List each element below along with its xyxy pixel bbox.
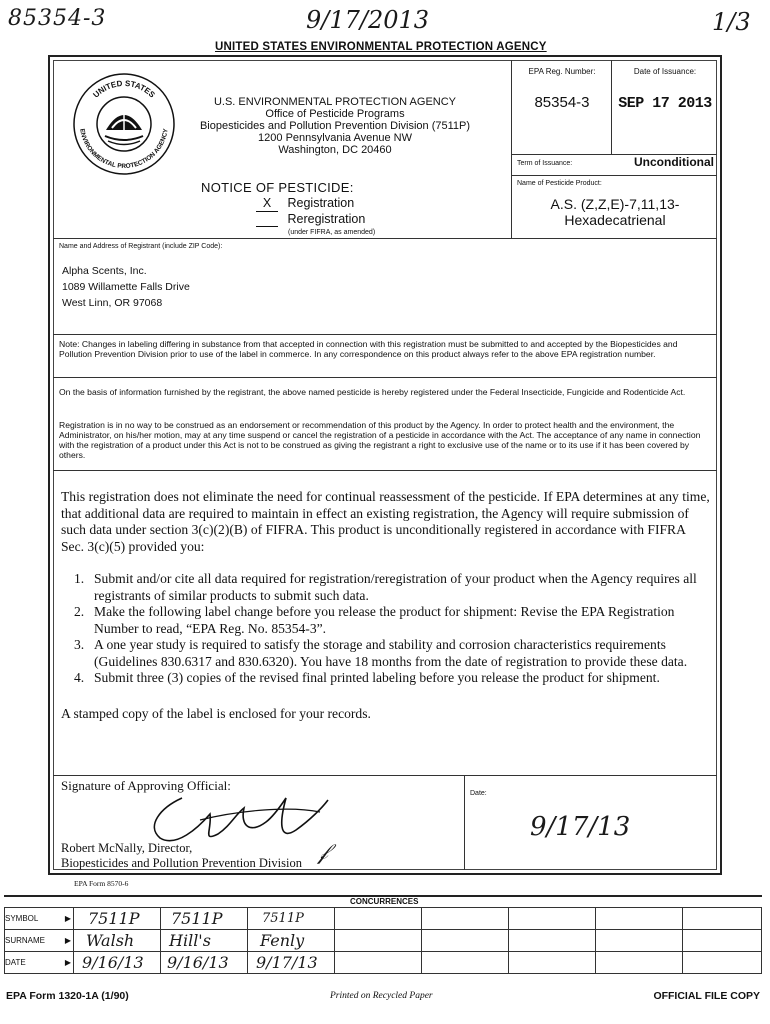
registrant-label: Name and Address of Registrant (include ZIP Code): (59, 243, 223, 250)
form-inner-frame (53, 60, 717, 870)
reassessment-paragraph: This registration does not eliminate the need for continual reassessment of the pesticide. If EPA determines at any time, that additional data are required to maintain in effect an existing registration, the Agency will require submission of such data under section 3(c)(2)(B) of FIFRA. This product is unconditionally registered in accordance with FIFRA Sec. 3(c)(5) provided you: (61, 489, 710, 554)
concurrences-title: CONCURRENCES (350, 897, 419, 906)
footer-recycled: Printed on Recycled Paper (330, 991, 433, 1001)
official-name: Robert McNally, Director, (61, 841, 193, 855)
date-cell: 9/17/13 (256, 953, 318, 972)
condition-item: 4. Submit three (3) copies of the revised final printed labeling before you release the product for shipment. (74, 670, 660, 685)
condition-item: 3. A one year study is required to satisfy the storage and stability and corrosion characteristics requirements (Guidelines 830.6317 and 830.6320). You have 18 months from the date of registration to provide these data. (74, 637, 688, 669)
seal-text-bottom: ENVIRONMENTAL PROTECTION AGENCY (78, 128, 170, 171)
concurrences-table (4, 907, 762, 974)
agency-name: U.S. ENVIRONMENTAL PROTECTION AGENCY (213, 96, 457, 108)
handwritten-date-annotation: 9/17/2013 (306, 6, 430, 34)
registrant-name: Alpha Scents, Inc. (62, 265, 147, 277)
form-header: UNITED STATES ENVIRONMENTAL PROTECTION AGENCY (215, 41, 547, 53)
registration-label: Registration (287, 196, 355, 210)
signature-label: Signature of Approving Official: (61, 778, 231, 793)
under-fifra-note: (under FIFRA, as amended) (288, 229, 376, 236)
arrow-right-icon: ▶ (64, 958, 71, 967)
arrow-right-icon: ▶ (64, 936, 71, 945)
condition-item: 2. Make the following label change before you release the product for shipment: Revise the EPA Registration Number to read, “EPA Reg. No. 85354-3”. (74, 604, 675, 636)
date-cell: 9/16/13 (167, 953, 229, 972)
registrant-city: West Linn, OR 97068 (62, 297, 163, 309)
initials-mark: 𝒻 (318, 840, 328, 865)
registration-checkmark: X (256, 196, 278, 212)
svg-text:ENVIRONMENTAL PROTECTION AGENC (78, 127, 170, 170)
agency-street: 1200 Pennsylvania Avenue NW (258, 132, 412, 144)
surname-cell: Hill's (169, 931, 211, 950)
epa-seal-icon (72, 72, 176, 176)
term-of-issuance-value: Unconditional (634, 155, 714, 169)
endorsement-disclaimer: Registration is in no way to be construed as an endorsement or recommendation of this product by the Agency. In order to protect health and the environment, the Administrator, on his/her motion, may at any time suspend or cancel the registration of a pesticide in accordance with the Act. The acceptance of any name in connection with the registration of a product under this Act is not to be construed as giving the registrant a right to exclusive use of the name or to its use if it has been covered by others. (59, 420, 701, 460)
surname-cell: Walsh (86, 931, 135, 950)
table-row: DATE ▶ 9/16/13 9/16/13 9/17/13 (5, 952, 762, 974)
form-id-small: EPA Form 8570-6 (74, 879, 129, 888)
footer-form-number: EPA Form 1320-1A (1/90) (6, 990, 129, 1002)
date-of-issuance-stamp: SEP 17 2013 (618, 95, 712, 112)
arrow-right-icon: ▶ (64, 914, 71, 923)
date-of-issuance-label: Date of Issuance: (633, 67, 697, 76)
product-name-label: Name of Pesticide Product: (517, 180, 602, 187)
epa-reg-number-value: 85354-3 (534, 94, 590, 111)
footer-official-copy: OFFICIAL FILE COPY (653, 990, 760, 1002)
page-marker-annotation: 1/3 (712, 8, 751, 36)
epa-reg-number-label: EPA Reg. Number: (528, 67, 596, 76)
agency-city: Washington, DC 20460 (278, 144, 392, 156)
symbol-cell: 7511P (262, 911, 304, 926)
reregistration-checkmark (256, 213, 278, 227)
condition-item: 1. Submit and/or cite all data required for registration/reregistration of your product when the Agency requires all registrants of similar products to submit such data. (74, 571, 697, 603)
term-of-issuance-label: Term of Issuance: (517, 160, 573, 167)
agency-office: Office of Pesticide Programs (265, 108, 405, 120)
official-division: Biopesticides and Pollution Prevention Division (61, 856, 302, 870)
table-row: SURNAME ▶ Walsh Hill's Fenly (5, 930, 762, 952)
seal-text-top: UNITED STATES (91, 78, 157, 100)
product-name-line1: A.S. (Z,Z,E)-7,11,13- (550, 196, 680, 212)
registration-basis: On the basis of information furnished by the registrant, the above named pesticide is hereby registered under the Federal Insecticide, Fungicide and Rodenticide Act. (59, 387, 686, 397)
stamped-label-note: A stamped copy of the label is enclosed for your records. (61, 706, 371, 721)
surname-cell: Fenly (260, 931, 305, 950)
reregistration-option (256, 212, 365, 227)
epa-seal (72, 72, 176, 176)
registration-option (256, 196, 365, 212)
labeling-note: Note: Changes in labeling differing in substance from that accepted in connection with this registration must be submitted to and accepted by the Biopesticides and Pollution Prevention Division prior to use of the label in commerce. In any correspondence on this product always refer to the above EPA registration number. (59, 339, 678, 359)
registrant-street: 1089 Willamette Falls Drive (62, 281, 190, 293)
product-name-line2: Hexadecatrienal (564, 212, 666, 228)
date-cell: 9/16/13 (82, 953, 144, 972)
notice-title: NOTICE OF PESTICIDE: (201, 180, 354, 195)
symbol-cell: 7511P (171, 909, 223, 928)
reregistration-label: Reregistration (287, 212, 366, 226)
file-number-annotation: 85354-3 (8, 6, 107, 31)
table-row: SYMBOL ▶ 7511P 7511P 7511P (5, 908, 762, 930)
date-label: Date: (470, 790, 487, 797)
agency-division: Biopesticides and Pollution Prevention Division (7511P) (199, 120, 471, 132)
conditions-list (60, 571, 710, 687)
symbol-cell: 7511P (88, 909, 140, 928)
signature-date: 9/17/13 (530, 812, 631, 842)
